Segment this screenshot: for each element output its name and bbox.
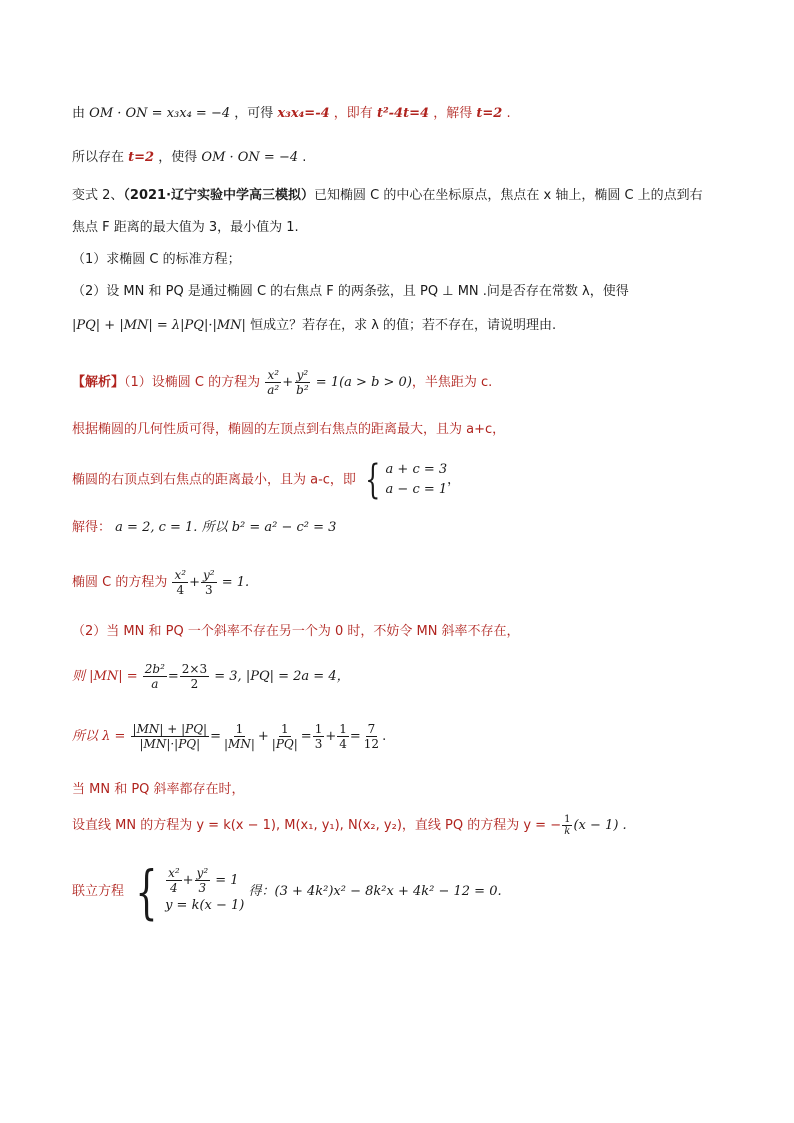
fraction-1-4: $\frac{1}{4}$: [339, 722, 347, 751]
text: ，使得: [158, 150, 198, 165]
fraction-lambda: $\frac{|MN| + |PQ|}{|MN|\cdot|PQ|}$: [132, 722, 208, 751]
equation-system: { a + c = 3 a − c = 1: [365, 457, 448, 503]
solution-line-9: [72, 780, 734, 800]
fraction-x2-4: $\frac{\text{x²}}{4}$: [168, 866, 180, 895]
question-text: （2）设 MN 和 PQ 是通过椭圆 C 的右焦点 F 的两条弦，且 PQ ⊥ MN .问是否存在常数 λ，使得: [72, 284, 629, 299]
fraction-x2-a2: $\frac{\text{x²}}{\text{a²}}$: [267, 368, 280, 397]
formula: 则 |MN| =: [72, 669, 138, 684]
text: ，半焦距为 c.: [411, 375, 493, 390]
fraction-y2-3: $\frac{\text{y²}}{3}$: [196, 866, 209, 895]
solution-line-8: 所以 λ = $\frac{|MN| + |PQ|}{|MN|\cdot|PQ|}$ = $\frac{1}{|MN|}$ + $\frac{1}{|PQ|}$ = $\frac{1}{3}$ + $\frac{1}{4}$ = $\frac{7}{12}$ .: [72, 722, 387, 751]
text: 解得：: [72, 520, 112, 535]
fraction-x2-4: $\frac{\text{x²}}{4}$: [174, 568, 187, 597]
text: .: [302, 150, 307, 165]
fraction-6-2: $\frac{2\times 3}{2}$: [181, 662, 208, 691]
fraction-1-pq: $\frac{1}{|PQ|}$: [271, 722, 298, 751]
solution-line-4: [72, 518, 734, 538]
text: 椭圆 C 的方程为: [72, 575, 168, 590]
text: ，即有: [333, 106, 373, 121]
expr: t=2: [128, 150, 155, 165]
problem-source: （2021·辽宁实验中学高三模拟）: [123, 188, 315, 203]
fraction-y2-b2: $\frac{\text{y²}}{\text{b²}}$: [296, 368, 309, 397]
text: 根据椭圆的几何性质可得，椭圆的左顶点到右焦点的距离最大，且为 a+c，: [72, 422, 506, 437]
line-conclusion: [72, 148, 734, 168]
text: 当 MN 和 PQ 斜率都存在时，: [72, 782, 245, 797]
dot-product-formula: OM · ON = −4: [201, 150, 299, 165]
text: 设直线 MN 的方程为 y = k(x − 1), M(x₁, y₁), N(x₂, y₂)，直线 PQ 的方程为 y = −: [72, 818, 562, 833]
line-dot-product-result: [72, 104, 734, 124]
formula: 得：(3 + 4k²)x² − 8k²x + 4k² − 12 = 0.: [248, 884, 502, 899]
solution-line-10: 设直线 MN 的方程为 y = k(x − 1), M(x₁, y₁), N(x₂, y₂)，直线 PQ 的方程为 y = − $\frac{1}{k}$ (x − 1) .: [72, 814, 627, 837]
fraction-2b2-a: $\frac{\text{2b²}}{a}$: [144, 662, 165, 691]
text: ，可得: [234, 106, 274, 121]
expr: x₃x₄=-4: [277, 106, 330, 121]
solution-line-2: [72, 420, 734, 440]
text: （1）设椭圆 C 的方程为: [124, 375, 261, 390]
fraction-1-3: $\frac{1}{3}$: [314, 722, 323, 751]
fraction-7-12: $\frac{7}{12}$: [363, 722, 380, 751]
question-1: [72, 250, 734, 270]
text: （2）当 MN 和 PQ 一个斜率不存在另一个为 0 时，不妨令 MN 斜率不存在，: [72, 624, 520, 639]
solution-tag: 【解析】: [72, 375, 125, 390]
problem-label: 变式 2、: [72, 188, 124, 203]
dot-product-formula: OM · ON = x₃x₄ = −4: [89, 106, 231, 121]
fraction-y2-3: $\frac{\text{y²}}{3}$: [202, 568, 215, 597]
text: ，解得: [433, 106, 473, 121]
text: 椭圆的右顶点到右焦点的距离最小，且为 a-c，即: [72, 472, 356, 488]
solution-line-6: [72, 622, 734, 642]
question-2: [72, 282, 734, 302]
solution-line-5: 椭圆 C 的方程为 $\frac{\text{x²}}{4}$ + $\frac{\text{y²}}{3}$ = 1.: [72, 568, 250, 597]
fraction-1-k: $\frac{1}{k}$: [564, 814, 571, 837]
formula: a = 2, c = 1. 所以 b² = a² − c² = 3: [115, 520, 337, 535]
problem-text: 已知椭圆 C 的中心在坐标原点，焦点在 x 轴上，椭圆 C 上的点到右: [314, 188, 703, 203]
equation-system: { $\frac{\text{x²}}{4}$ + $\frac{\text{y²}}{3}$ = 1 y = k(x − 1): [135, 857, 245, 926]
text: 由: [72, 106, 86, 121]
expr: t²-4t=4: [376, 106, 430, 121]
solution-line-11: [72, 857, 734, 926]
problem-text: 焦点 F 距离的最大值为 3，最小值为 1.: [72, 220, 299, 235]
expr: t=2: [476, 106, 503, 121]
text: 所以存在: [72, 150, 125, 165]
text: .: [506, 106, 511, 121]
question-text: （1）求椭圆 C 的标准方程；: [72, 252, 241, 267]
solution-line-1: 【解析】（1）设椭圆 C 的方程为 $\frac{\text{x²}}{\text{a²}}$ + $\frac{\text{y²}}{\text{b²}}$ = 1(a > b > 0)，半焦距为 c.: [72, 368, 493, 397]
question-2-cont: [72, 316, 734, 336]
formula: = 1(a > b > 0): [315, 375, 412, 390]
formula: 所以 λ =: [72, 729, 126, 744]
solution-line-3: 椭圆的右顶点到右焦点的距离最小，且为 a-c，即 { a + c = 3 a − c = 1 ，: [72, 457, 461, 503]
formula: |PQ| + |MN| = λ|PQ|·|MN|: [72, 318, 246, 333]
text: 联立方程: [72, 884, 125, 899]
fraction-1-mn: $\frac{1}{|MN|}$: [224, 722, 255, 751]
solution-line-7: 则 |MN| = $\frac{\text{2b²}}{a}$ = $\frac{2\times 3}{2}$ = 3, |PQ| = 2a = 4，: [72, 662, 350, 691]
question-text: 恒成立？若存在，求 λ 的值；若不存在，请说明理由.: [250, 318, 557, 333]
problem-line-1: [72, 186, 734, 206]
problem-line-2: [72, 218, 734, 238]
